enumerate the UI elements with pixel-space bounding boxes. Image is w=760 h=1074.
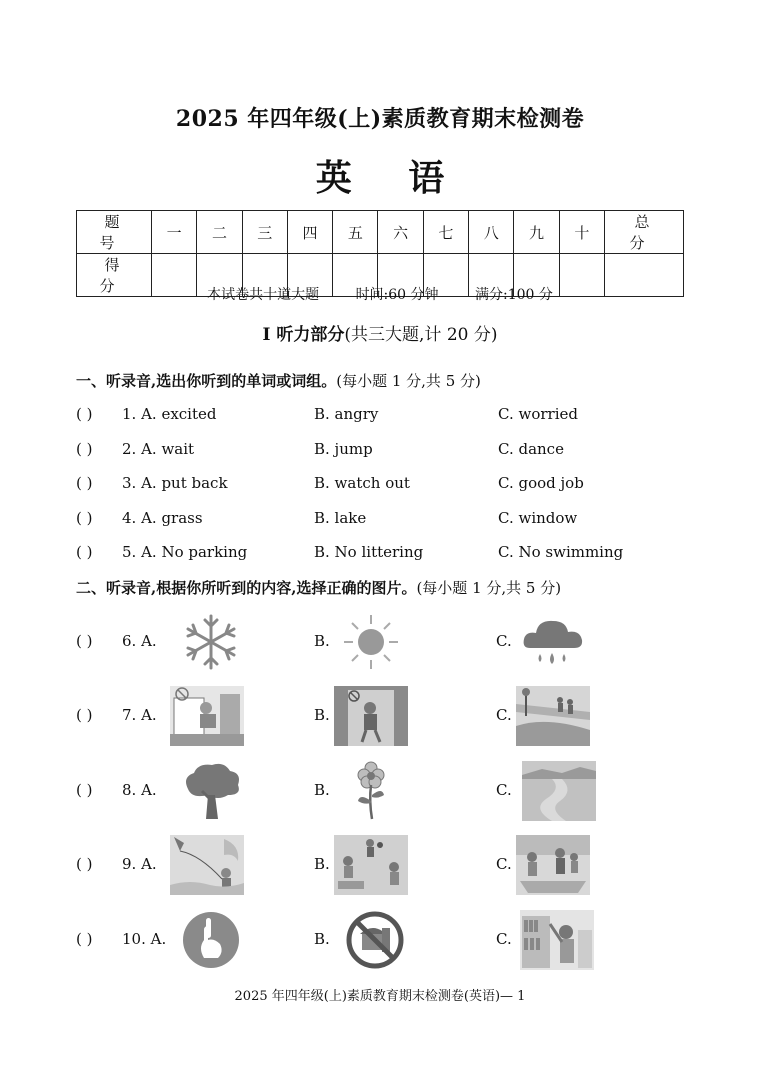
answer-blank[interactable]: ( ) xyxy=(76,855,93,873)
sun-icon[interactable] xyxy=(334,612,408,672)
picture-question-row xyxy=(76,761,696,821)
score-label: 得 分 xyxy=(77,254,152,297)
question-row xyxy=(76,474,696,496)
picture-question-row xyxy=(76,835,696,895)
snowflake-icon[interactable] xyxy=(174,612,248,672)
flower-icon[interactable] xyxy=(334,761,408,821)
question-row xyxy=(76,440,696,462)
page-footer: 2025 年四年级(上)素质教育期末检测卷(英语)— 1 xyxy=(234,989,526,1004)
answer-blank[interactable]: ( ) xyxy=(76,509,93,527)
question-number-label: 题 号 xyxy=(77,211,152,254)
answer-blank[interactable]: ( ) xyxy=(76,474,93,492)
option-b-label: B. xyxy=(314,706,330,724)
section-2-note: (每小题 1 分,共 5 分) xyxy=(416,579,562,597)
boy-at-door-picture[interactable] xyxy=(334,686,408,746)
option-c-label: C. xyxy=(496,855,512,873)
question-number: 8. A. xyxy=(122,781,157,799)
option-b-label: B. xyxy=(314,781,330,799)
section-1-title: 一、听录音,选出你听到的单词或词组。 xyxy=(76,372,337,390)
option-a: 4. A. grass xyxy=(122,509,203,527)
score-col-8: 八 xyxy=(469,211,514,254)
river-landscape-picture[interactable] xyxy=(522,761,596,821)
answer-blank[interactable]: ( ) xyxy=(76,543,93,561)
part-heading xyxy=(0,320,760,345)
answer-blank[interactable]: ( ) xyxy=(76,930,93,948)
question-number: 7. A. xyxy=(122,706,157,724)
picture-question-row xyxy=(76,910,696,970)
question-number: 6. A. xyxy=(122,632,157,650)
girl-at-bookshelf-picture[interactable] xyxy=(520,910,594,970)
question-number: 10. A. xyxy=(122,930,167,948)
option-b: B. No littering xyxy=(314,543,424,561)
section-2-title: 二、听录音,根据你所听到的内容,选择正确的图片。 xyxy=(76,579,417,597)
exam-info-sections: 本试卷共十道大题 xyxy=(207,287,320,303)
option-c: C. No swimming xyxy=(498,543,624,561)
exam-info xyxy=(0,284,760,304)
road-crossing-picture[interactable] xyxy=(516,686,590,746)
question-row xyxy=(76,405,696,427)
option-a: 1. A. excited xyxy=(122,405,217,423)
part-numeral: Ⅰ xyxy=(262,325,271,345)
score-col-9: 九 xyxy=(514,211,559,254)
option-b: B. watch out xyxy=(314,474,410,492)
option-b: B. jump xyxy=(314,440,373,458)
answer-blank[interactable]: ( ) xyxy=(76,440,93,458)
tree-icon[interactable] xyxy=(174,761,248,821)
score-col-5: 五 xyxy=(333,211,378,254)
exam-info-full-score: 满分:100 分 xyxy=(475,287,553,303)
option-c-label: C. xyxy=(496,706,512,724)
option-a: 3. A. put back xyxy=(122,474,228,492)
option-c: C. dance xyxy=(498,440,564,458)
family-picnic-picture[interactable] xyxy=(516,835,590,895)
option-c: C. window xyxy=(498,509,578,527)
kite-flying-picture[interactable] xyxy=(170,835,244,895)
score-col-7: 七 xyxy=(423,211,468,254)
answer-blank[interactable]: ( ) xyxy=(76,706,93,724)
picture-question-row xyxy=(76,612,696,672)
total-score-label: 总 分 xyxy=(605,211,684,254)
option-c: C. good job xyxy=(498,474,584,492)
option-c-label: C. xyxy=(496,781,512,799)
part-title: 听力部分 xyxy=(276,325,345,345)
no-food-sign-icon[interactable] xyxy=(338,910,412,970)
score-table-header-row xyxy=(77,211,684,254)
option-c: C. worried xyxy=(498,405,578,423)
option-b: B. angry xyxy=(314,405,379,423)
boy-at-window-picture[interactable] xyxy=(170,686,244,746)
score-col-1: 一 xyxy=(152,211,197,254)
picture-question-row xyxy=(76,686,696,746)
section-1-note: (每小题 1 分,共 5 分) xyxy=(336,372,481,390)
answer-blank[interactable]: ( ) xyxy=(76,781,93,799)
score-col-4: 四 xyxy=(287,211,332,254)
option-b-label: B. xyxy=(314,930,330,948)
score-col-3: 三 xyxy=(242,211,287,254)
question-row xyxy=(76,509,696,531)
option-b-label: B. xyxy=(314,855,330,873)
option-a: 2. A. wait xyxy=(122,440,195,458)
kids-playing-picture[interactable] xyxy=(334,835,408,895)
option-c-label: C. xyxy=(496,930,512,948)
score-col-2: 二 xyxy=(197,211,242,254)
exam-title: 2025 年四年级(上)素质教育期末检测卷 xyxy=(175,106,585,132)
answer-blank[interactable]: ( ) xyxy=(76,405,93,423)
option-a: 5. A. No parking xyxy=(122,543,248,561)
option-b: B. lake xyxy=(314,509,367,527)
score-col-10: 十 xyxy=(559,211,604,254)
exam-info-time: 时间:60 分钟 xyxy=(355,287,439,303)
rain-cloud-icon[interactable] xyxy=(516,612,590,672)
question-row xyxy=(76,543,696,565)
section-2-heading xyxy=(76,577,561,598)
section-1-heading xyxy=(76,370,481,391)
subject-title: 英 语 xyxy=(315,157,467,199)
answer-blank[interactable]: ( ) xyxy=(76,632,93,650)
quiet-sign-icon[interactable] xyxy=(174,910,248,970)
option-b-label: B. xyxy=(314,632,330,650)
score-col-6: 六 xyxy=(378,211,423,254)
option-c-label: C. xyxy=(496,632,512,650)
part-note: (共三大题,计 20 分) xyxy=(344,325,498,345)
question-number: 9. A. xyxy=(122,855,157,873)
